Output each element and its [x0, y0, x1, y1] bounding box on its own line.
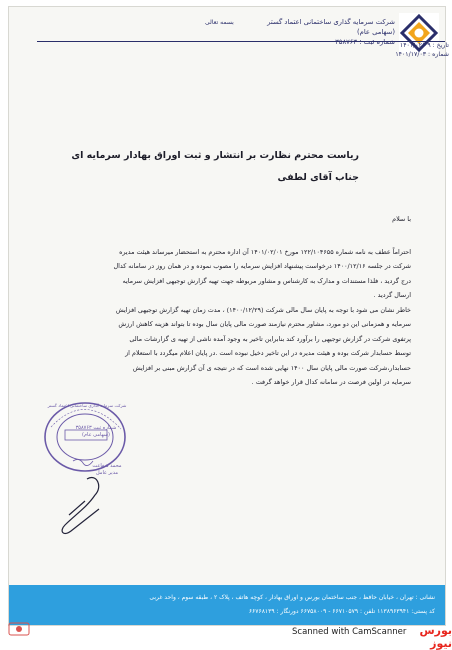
stamp-inner-line-1: شماره ثبت ۳۵۸۷۶۳: [75, 425, 117, 431]
paragraph-1: [31, 245, 411, 303]
signer-block: [77, 463, 137, 477]
paragraph-line: خاطر نشان می شود با توجه به پایان سال مالی شرکت (۱۴۰۰/۱۲/۲۹) ، مدت زمان تهیه گزارش توجیهی افزایش: [115, 305, 411, 314]
basmala: بسمه تعالی: [205, 19, 234, 26]
paragraph-line: حسابدار،شرکت صورت مالی پایان سال ۱۴۰۰ نهایی شده است که در نتیجه ی آن گزارش مبنی بر افزایش: [132, 363, 411, 372]
paragraph-line: درج گردید ، فلذا مستندات و مدارک به کارشناس و مشاور مربوطه جهت تهیه گزارش توجیهی افزایش سرمایه: [122, 276, 411, 285]
greeting: با سلام: [392, 215, 411, 223]
paragraph-line: شرکت در جلسه ۱۴۰۰/۱۲/۱۶ درخواست پیشنهاد افزایش سرمایه را مصوب نموده و در همان روز در سامانه کدال: [113, 262, 411, 270]
paragraph-line: سرمایه و همزمانی این دو مورد، مشاور محترم نیازمند صورت مالی پایان سال بوده تا بتواند هزینه کاهش ارزش: [118, 320, 411, 328]
letter-number: شماره : ۱۴۰۱/۱۷/۰۳: [395, 51, 449, 58]
paragraph-line: پرتفوی شرکت در گزارش توجیهی را برآورد کند بنابراین تاخیر به وجود آمده ناشی از تهیه ی گزارشات مالی: [129, 334, 411, 343]
registration-number: شماره ثبت : ۳۵۸۷۶۳: [335, 38, 395, 46]
paragraph-line: احتراماً عطف به نامه شماره ۱۲۲/۱۰۴۶۵۵ مورخ ۱۴۰۱/۰۲/۰۱ آن اداره محترم به استحضار میرساند هیئت مدیره: [119, 247, 411, 256]
header-divider: [37, 41, 445, 42]
paragraph-2: [31, 303, 411, 390]
stamp-inner-line-2: (سهامی عام): [82, 432, 110, 438]
paragraph-line: ارسال گردید .: [373, 291, 411, 299]
letter-date: تاریخ : ۱۴۰۱/۰۲/۰۹: [399, 42, 449, 49]
letter-meta: [339, 41, 449, 59]
source-watermark: بورس نیوز: [419, 624, 452, 650]
paragraph-line: سرمایه در اولین فرصت در سامانه کدال قرار خواهد گرفت .: [251, 378, 411, 386]
recipient-block: [59, 145, 359, 189]
signer-role: مدیر عامل: [95, 470, 118, 476]
signature: [62, 478, 99, 534]
company-name: شرکت سرمایه گذاری ساختمانی اعتماد گستر: [267, 18, 395, 26]
company-type: (سهامی عام): [356, 28, 395, 36]
recipient-title: ریاست محترم نظارت بر انتشار و ثبت اوراق بهادار سرمایه ای: [71, 150, 359, 161]
signer-name: محمد شفاعت: [92, 463, 122, 469]
scanner-logo-icon: [8, 622, 30, 636]
stamp-ring-text: شرکت سرمایه گذاری ساختمانی اعتماد گستر: [47, 403, 127, 408]
stamp-text: [61, 425, 131, 439]
letter-sheet: [8, 6, 449, 626]
company-stamp: [39, 397, 179, 557]
footer-bar: [9, 585, 445, 625]
footer-address: نشانی : تهران ، خیابان حافظ ، جنب ساختمان بورس و اوراق بهادار ، کوچه هاتف ، پلاک ۲ ، طبقه سوم ، واحد غربی: [149, 594, 435, 601]
footer-contact: کد پستی: ۱۱۳۸۹۶۳۹۴۱ تلفن : ۶۶۷۱۰۵۷۹ - ۶۶۷۵۸۰۰۹ دورنگار : ۶۶۷۶۸۱۳۹: [248, 608, 435, 615]
letter-body: [31, 212, 411, 390]
paragraph-line: توسط حسابدار شرکت بوده و هیئت مدیره در این تاخیر دخیل نبوده است .در پایان اعلام میگردد با استعلام از: [125, 349, 411, 357]
recipient-name: جناب آقای لطفی: [277, 172, 359, 183]
scan-watermark: Scanned with CamScanner: [292, 627, 407, 637]
